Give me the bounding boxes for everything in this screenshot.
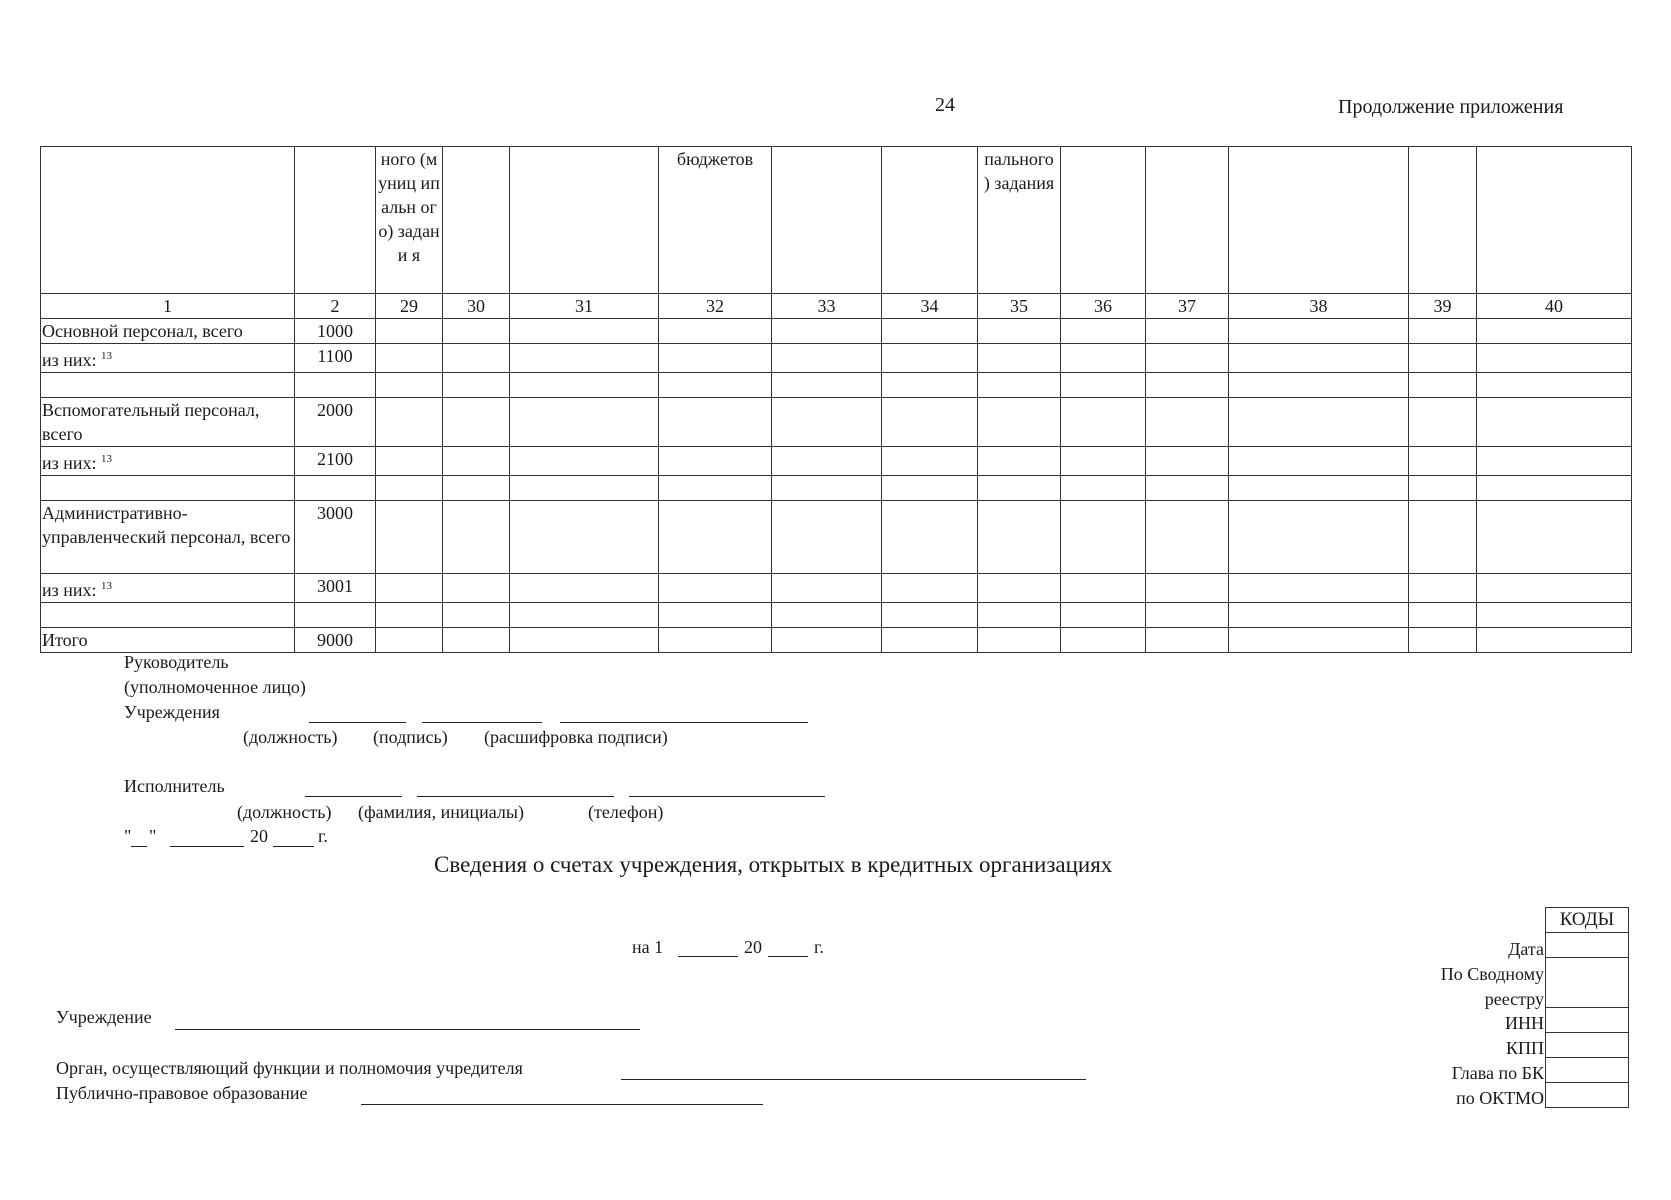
row-label bbox=[41, 373, 295, 398]
value-cell[interactable] bbox=[659, 447, 772, 476]
date-day-line[interactable] bbox=[131, 846, 147, 847]
value-cell[interactable] bbox=[659, 373, 772, 398]
public-entity-line[interactable] bbox=[361, 1104, 763, 1105]
value-cell[interactable] bbox=[1477, 319, 1632, 344]
header-cell bbox=[882, 147, 978, 294]
value-cell[interactable] bbox=[1229, 344, 1409, 373]
authority-label: Орган, осуществляющий функции и полномочия учредителя bbox=[56, 1058, 523, 1078]
value-cell[interactable] bbox=[1146, 574, 1229, 603]
header-cell-35: пального ) задания bbox=[978, 147, 1061, 294]
row-code: 9000 bbox=[295, 628, 376, 653]
staff-table bbox=[40, 146, 1632, 653]
value-cell[interactable] bbox=[376, 501, 443, 574]
row-label-text: Основной персонал, всего bbox=[42, 321, 243, 341]
head-label-2: (уполномоченное лицо) bbox=[124, 677, 306, 697]
value-cell[interactable] bbox=[1229, 476, 1409, 501]
value-cell[interactable] bbox=[510, 344, 659, 373]
date-quote-open: " bbox=[124, 826, 132, 846]
report-date-year-line[interactable] bbox=[768, 956, 808, 957]
value-cell[interactable] bbox=[376, 476, 443, 501]
header-cell bbox=[1229, 147, 1409, 294]
value-cell[interactable] bbox=[510, 574, 659, 603]
code-cell-oktmo[interactable] bbox=[1546, 1083, 1629, 1108]
page-number: 24 bbox=[935, 94, 955, 116]
value-cell[interactable] bbox=[443, 398, 510, 447]
value-cell[interactable] bbox=[1477, 603, 1632, 628]
row-code: 1100 bbox=[295, 344, 376, 373]
table-row bbox=[41, 574, 1632, 603]
header-cell bbox=[295, 147, 376, 294]
head-label-1: Руководитель bbox=[124, 652, 229, 672]
table-row bbox=[41, 476, 1632, 501]
exec-caption-phone: (телефон) bbox=[588, 802, 664, 822]
codes-label-inn: ИНН bbox=[1505, 1013, 1544, 1033]
public-entity-label: Публично-правовое образование bbox=[56, 1083, 308, 1103]
value-cell[interactable] bbox=[978, 603, 1061, 628]
codes-title: КОДЫ bbox=[1546, 908, 1629, 933]
value-cell[interactable] bbox=[1477, 476, 1632, 501]
value-cell[interactable] bbox=[510, 603, 659, 628]
codes-table bbox=[1545, 907, 1629, 1108]
report-date-year: 20 bbox=[744, 937, 762, 957]
header-cell-29: ного (муниц ипальн ого) задани я bbox=[376, 147, 443, 294]
value-cell[interactable] bbox=[978, 574, 1061, 603]
value-cell[interactable] bbox=[376, 344, 443, 373]
codes-label-registry-2: реестру bbox=[1484, 989, 1544, 1009]
value-cell[interactable] bbox=[376, 373, 443, 398]
value-cell[interactable] bbox=[1061, 344, 1146, 373]
value-cell[interactable] bbox=[1146, 373, 1229, 398]
column-number-cell: 36 bbox=[1061, 294, 1146, 319]
value-cell[interactable] bbox=[1061, 603, 1146, 628]
row-code: 2000 bbox=[295, 398, 376, 447]
head-signature-line[interactable] bbox=[422, 722, 542, 723]
value-cell[interactable] bbox=[1229, 398, 1409, 447]
value-cell[interactable] bbox=[659, 603, 772, 628]
row-code bbox=[295, 476, 376, 501]
institution-line[interactable] bbox=[175, 1029, 640, 1030]
value-cell[interactable] bbox=[1409, 319, 1477, 344]
value-cell[interactable] bbox=[443, 447, 510, 476]
row-label bbox=[41, 344, 295, 373]
value-cell[interactable] bbox=[443, 574, 510, 603]
value-cell[interactable] bbox=[772, 603, 882, 628]
value-cell[interactable] bbox=[1061, 319, 1146, 344]
value-cell[interactable] bbox=[978, 373, 1061, 398]
head-decoding-line[interactable] bbox=[560, 722, 808, 723]
row-code bbox=[295, 603, 376, 628]
value-cell[interactable] bbox=[1146, 398, 1229, 447]
row-label bbox=[41, 628, 295, 653]
row-label-text: Вспомогательный персонал, всего bbox=[42, 400, 260, 444]
value-cell[interactable] bbox=[443, 373, 510, 398]
header-cell bbox=[1477, 147, 1632, 294]
table-body bbox=[41, 319, 1632, 653]
value-cell[interactable] bbox=[1061, 447, 1146, 476]
value-cell[interactable] bbox=[510, 628, 659, 653]
value-cell[interactable] bbox=[978, 319, 1061, 344]
exec-caption-name: (фамилия, инициалы) bbox=[358, 802, 524, 822]
value-cell[interactable] bbox=[978, 447, 1061, 476]
date-year-label: 20 bbox=[250, 826, 268, 846]
header-cell-32: бюджетов bbox=[659, 147, 772, 294]
value-cell[interactable] bbox=[510, 447, 659, 476]
value-cell[interactable] bbox=[659, 319, 772, 344]
continuation-note: Продолжение приложения bbox=[1338, 96, 1564, 118]
column-number-cell: 37 bbox=[1146, 294, 1229, 319]
codes-label-kpp: КПП bbox=[1505, 1038, 1544, 1058]
table-row bbox=[41, 447, 1632, 476]
value-cell[interactable] bbox=[1477, 373, 1632, 398]
value-cell[interactable] bbox=[978, 628, 1061, 653]
table-row bbox=[41, 319, 1632, 344]
report-date-suffix: г. bbox=[814, 937, 824, 957]
value-cell[interactable] bbox=[772, 447, 882, 476]
value-cell[interactable] bbox=[882, 476, 978, 501]
value-cell[interactable] bbox=[1409, 398, 1477, 447]
value-cell[interactable] bbox=[882, 373, 978, 398]
column-number-cell: 40 bbox=[1477, 294, 1632, 319]
date-year-line[interactable] bbox=[273, 846, 314, 847]
head-position-line[interactable] bbox=[309, 722, 406, 723]
value-cell[interactable] bbox=[1229, 628, 1409, 653]
value-cell[interactable] bbox=[772, 574, 882, 603]
value-cell[interactable] bbox=[1146, 319, 1229, 344]
value-cell[interactable] bbox=[443, 476, 510, 501]
value-cell[interactable] bbox=[510, 398, 659, 447]
value-cell[interactable] bbox=[510, 319, 659, 344]
footnote-mark: 13 bbox=[101, 350, 113, 362]
code-cell-inn[interactable] bbox=[1546, 1008, 1629, 1033]
value-cell[interactable] bbox=[1229, 574, 1409, 603]
header-cell bbox=[1409, 147, 1477, 294]
column-number-cell: 35 bbox=[978, 294, 1061, 319]
codes-label-date: Дата bbox=[1508, 939, 1544, 959]
value-cell[interactable] bbox=[510, 373, 659, 398]
value-cell[interactable] bbox=[376, 628, 443, 653]
column-number-cell: 34 bbox=[882, 294, 978, 319]
date-quote-close: " bbox=[149, 826, 157, 846]
value-cell[interactable] bbox=[882, 574, 978, 603]
value-cell[interactable] bbox=[1146, 603, 1229, 628]
head-caption-decoding: (расшифровка подписи) bbox=[484, 727, 668, 747]
column-number-cell: 38 bbox=[1229, 294, 1409, 319]
value-cell[interactable] bbox=[1061, 476, 1146, 501]
row-code: 1000 bbox=[295, 319, 376, 344]
code-cell-registry[interactable] bbox=[1546, 958, 1629, 1008]
column-numbers-row bbox=[41, 294, 1632, 319]
header-cell bbox=[1061, 147, 1146, 294]
value-cell[interactable] bbox=[1477, 628, 1632, 653]
head-caption-position: (должность) bbox=[243, 727, 338, 747]
column-number-cell: 31 bbox=[510, 294, 659, 319]
value-cell[interactable] bbox=[882, 501, 978, 574]
row-code: 2100 bbox=[295, 447, 376, 476]
code-cell-kpp[interactable] bbox=[1546, 1033, 1629, 1058]
value-cell[interactable] bbox=[443, 319, 510, 344]
header-cell bbox=[443, 147, 510, 294]
table-row bbox=[41, 603, 1632, 628]
value-cell[interactable] bbox=[1061, 373, 1146, 398]
value-cell[interactable] bbox=[1229, 319, 1409, 344]
value-cell[interactable] bbox=[882, 447, 978, 476]
value-cell[interactable] bbox=[376, 319, 443, 344]
value-cell[interactable] bbox=[772, 476, 882, 501]
value-cell[interactable] bbox=[659, 574, 772, 603]
value-cell[interactable] bbox=[443, 501, 510, 574]
value-cell[interactable] bbox=[1477, 398, 1632, 447]
code-cell-glava[interactable] bbox=[1546, 1058, 1629, 1083]
value-cell[interactable] bbox=[1409, 603, 1477, 628]
value-cell[interactable] bbox=[882, 398, 978, 447]
value-cell[interactable] bbox=[659, 344, 772, 373]
value-cell[interactable] bbox=[882, 628, 978, 653]
value-cell[interactable] bbox=[659, 628, 772, 653]
value-cell[interactable] bbox=[772, 501, 882, 574]
report-date-month-line[interactable] bbox=[678, 956, 738, 957]
header-cell bbox=[1146, 147, 1229, 294]
head-caption-signature: (подпись) bbox=[373, 727, 448, 747]
value-cell[interactable] bbox=[1229, 501, 1409, 574]
row-label bbox=[41, 603, 295, 628]
code-cell-date[interactable] bbox=[1546, 933, 1629, 958]
header-cell bbox=[772, 147, 882, 294]
column-number-cell: 33 bbox=[772, 294, 882, 319]
value-cell[interactable] bbox=[772, 398, 882, 447]
row-label-text: Административно-управленческий персонал, всего bbox=[42, 503, 291, 547]
value-cell[interactable] bbox=[1409, 476, 1477, 501]
value-cell[interactable] bbox=[1477, 501, 1632, 574]
value-cell[interactable] bbox=[978, 476, 1061, 501]
value-cell[interactable] bbox=[443, 628, 510, 653]
value-cell[interactable] bbox=[1229, 603, 1409, 628]
column-number-cell: 32 bbox=[659, 294, 772, 319]
value-cell[interactable] bbox=[1061, 628, 1146, 653]
head-label-3: Учреждения bbox=[124, 702, 220, 722]
value-cell[interactable] bbox=[772, 319, 882, 344]
value-cell[interactable] bbox=[376, 603, 443, 628]
value-cell[interactable] bbox=[1409, 501, 1477, 574]
value-cell[interactable] bbox=[376, 398, 443, 447]
header-cell bbox=[510, 147, 659, 294]
row-label bbox=[41, 398, 295, 447]
value-cell[interactable] bbox=[1409, 574, 1477, 603]
value-cell[interactable] bbox=[659, 501, 772, 574]
row-label bbox=[41, 319, 295, 344]
row-label bbox=[41, 476, 295, 501]
date-month-line[interactable] bbox=[170, 846, 244, 847]
exec-position-line[interactable] bbox=[305, 796, 402, 797]
value-cell[interactable] bbox=[1229, 373, 1409, 398]
header-cell bbox=[41, 147, 295, 294]
footnote-mark: 13 bbox=[101, 580, 113, 592]
row-label-text: из них: bbox=[42, 453, 97, 473]
value-cell[interactable] bbox=[882, 603, 978, 628]
value-cell[interactable] bbox=[1146, 447, 1229, 476]
section-title: Сведения о счетах учреждения, открытых в кредитных организациях bbox=[434, 852, 1113, 877]
date-suffix: г. bbox=[318, 826, 328, 846]
value-cell[interactable] bbox=[978, 344, 1061, 373]
report-date-prefix: на 1 bbox=[632, 937, 664, 957]
table-header-row bbox=[41, 147, 1632, 294]
exec-phone-line[interactable] bbox=[629, 796, 825, 797]
value-cell[interactable] bbox=[772, 628, 882, 653]
value-cell[interactable] bbox=[978, 501, 1061, 574]
row-code bbox=[295, 373, 376, 398]
column-number-cell: 30 bbox=[443, 294, 510, 319]
value-cell[interactable] bbox=[443, 344, 510, 373]
row-label-text: из них: bbox=[42, 350, 97, 370]
value-cell[interactable] bbox=[772, 373, 882, 398]
value-cell[interactable] bbox=[659, 398, 772, 447]
table-row bbox=[41, 398, 1632, 447]
value-cell[interactable] bbox=[376, 447, 443, 476]
value-cell[interactable] bbox=[443, 603, 510, 628]
value-cell[interactable] bbox=[1409, 447, 1477, 476]
value-cell[interactable] bbox=[1146, 344, 1229, 373]
codes-label-glava: Глава по БК bbox=[1451, 1063, 1544, 1083]
column-number-cell: 29 bbox=[376, 294, 443, 319]
table-row bbox=[41, 344, 1632, 373]
value-cell[interactable] bbox=[1409, 373, 1477, 398]
value-cell[interactable] bbox=[1477, 447, 1632, 476]
row-label bbox=[41, 501, 295, 574]
value-cell[interactable] bbox=[1061, 574, 1146, 603]
footnote-mark: 13 bbox=[101, 453, 113, 465]
column-number-cell: 1 bbox=[41, 294, 295, 319]
row-label bbox=[41, 574, 295, 603]
value-cell[interactable] bbox=[1146, 628, 1229, 653]
codes-label-oktmo: по ОКТМО bbox=[1456, 1088, 1544, 1108]
table-row bbox=[41, 628, 1632, 653]
value-cell[interactable] bbox=[882, 344, 978, 373]
table-row bbox=[41, 501, 1632, 574]
value-cell[interactable] bbox=[1061, 398, 1146, 447]
exec-caption-position: (должность) bbox=[237, 802, 332, 822]
row-code: 3001 bbox=[295, 574, 376, 603]
institution-label: Учреждение bbox=[56, 1007, 152, 1027]
table-row bbox=[41, 373, 1632, 398]
codes-label-registry-1: По Сводному bbox=[1440, 964, 1544, 984]
value-cell[interactable] bbox=[1409, 344, 1477, 373]
value-cell[interactable] bbox=[772, 344, 882, 373]
row-label-text: из них: bbox=[42, 580, 97, 600]
row-code: 3000 bbox=[295, 501, 376, 574]
column-number-cell: 39 bbox=[1409, 294, 1477, 319]
value-cell[interactable] bbox=[1477, 574, 1632, 603]
value-cell[interactable] bbox=[659, 476, 772, 501]
value-cell[interactable] bbox=[1146, 476, 1229, 501]
value-cell[interactable] bbox=[1229, 447, 1409, 476]
value-cell[interactable] bbox=[1409, 628, 1477, 653]
value-cell[interactable] bbox=[1146, 501, 1229, 574]
value-cell[interactable] bbox=[882, 319, 978, 344]
exec-name-line[interactable] bbox=[417, 796, 614, 797]
value-cell[interactable] bbox=[510, 501, 659, 574]
column-number-cell: 2 bbox=[295, 294, 376, 319]
row-label-text: Итого bbox=[42, 630, 88, 650]
value-cell[interactable] bbox=[978, 398, 1061, 447]
value-cell[interactable] bbox=[1061, 501, 1146, 574]
authority-line[interactable] bbox=[621, 1079, 1086, 1080]
value-cell[interactable] bbox=[1477, 344, 1632, 373]
row-label bbox=[41, 447, 295, 476]
value-cell[interactable] bbox=[510, 476, 659, 501]
value-cell[interactable] bbox=[376, 574, 443, 603]
executor-label: Исполнитель bbox=[124, 776, 225, 796]
